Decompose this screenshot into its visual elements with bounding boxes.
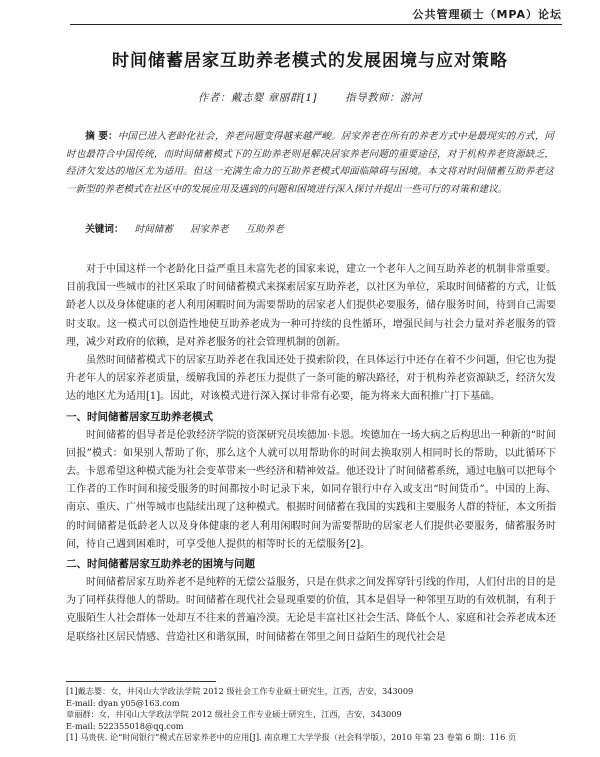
- body-paragraph: 时间储蓄居家互助养老不是纯粹的无偿公益服务，只是在供求之间发挥穿针引线的作用，人们付出的目的是为了同样获得他人的帮助。时间储蓄在现代社会显现重要的价值，其本是倡导一种邻里互助的有效机制，有利于克服陌生人社会群体一处却互不往来的普遍冷漠。无论是丰富社区社会生活、降低个人、家庭和社会养老成本还是联络社区居民情感、营造社区和谐氛围，时间储蓄在邻里之间日益陌生的现代社会是: [66, 577, 556, 643]
- abstract-text: 中国已进入老龄化社会，养老问题变得越来越严峻。居家养老在所有的养老方式中是最现实的方式，同时也最符合中国传统，而时间储蓄模式下的互助养老则是解决居家养老问题的重要途径，对于机构养老资源缺乏，经济欠发达的地区尤为适用。但这一充满生命力的互助养老模式却面临障碍与困境。本文将对时间储蓄互助养老这一新型的养老模式在社区中的发展应用及遇到的问题和困境进行深入探讨并提出一些可行的对策和建议。: [66, 131, 555, 195]
- reference-1: [1] 马贵侠. 论“时间银行”模式在居家养老中的应用[J]. 南京理工大学学报（社会科学版），2010 年第 23 卷第 6 期：116 页: [66, 732, 517, 743]
- keyword-item: 居家养老: [190, 224, 229, 235]
- authors: 作者：戴志婴 章丽群[1]: [197, 92, 318, 104]
- footnote-author-1: [1]戴志婴：女，井冈山大学政法学院 2012 级社会工作专业硕士研究生，江西，吉安，343009: [66, 686, 414, 696]
- keywords: [66, 221, 554, 235]
- header-rule: [70, 24, 562, 25]
- section-heading: 二、时间储蓄居家互助养老的困境与问题: [66, 558, 255, 571]
- running-head: 公共管理硕士（MPA）论坛: [412, 8, 562, 21]
- footnote-email-1: E-mail: dyan y05@163.com: [66, 697, 180, 708]
- keywords-label: 关键词：: [85, 224, 124, 235]
- paper-title: 时间储蓄居家互助养老模式的发展困境与应对策略: [112, 51, 508, 71]
- body-paragraph: 时间储蓄的倡导者是伦敦经济学院的资深研究员埃德加·卡恩。埃德加在一场大病之后构思出一种新的“时间回报”模式：如果别人帮助了你，那么这个人就可以用帮助你的时间去换取别人相同时长的帮助，以此循环下去。卡恩希望这种模式能为社会变革带来一些经济和精神效益。他还设计了时间储蓄系统，通过电脑可以把每个工作者的工作时间和接受服务的时间都按小时记录下来，如同存银行中存入或支出“时间货币”。中国的上海、南京、重庆、广州等城市也陆续出现了这种模式。根据时间储蓄在我国的实践和主要服务人群的特征，本文所指的时间储蓄是低龄老人以及身体健康的老人利用闲暇时间为需要帮助的居家老人们提供必要服务，储蓄服务时间，待自己遇到困难时，可享受他人提供的相等时长的无偿服务[2]。: [66, 429, 556, 550]
- body-paragraph: 对于中国这样一个老龄化日益严重且未富先老的国家来说，建立一个老年人之间互助养老的机制非常重要。目前我国一些城市的社区采取了时间储蓄模式来探索居家互助养老，以社区为单位，采取时间储蓄的方式，让低龄老人以及身体健康的老人利用闲暇时间为需要帮助的居家老人们提供必要服务，储存服务时间，待到自己需要时支取。这一模式可以创造性地使互助养老成为一种可持续的良性循环，增强民间与社会力量对养老服务的管理，减少对政府的依赖，是对养老服务的社会管理机制的创新。: [66, 264, 556, 348]
- keyword-item: 互助养老: [245, 224, 284, 235]
- body-text: [66, 261, 556, 647]
- footnote-author-2: 章丽群：女，井冈山大学政法学院 2012 级社会工作专业硕士研究生，江西，吉安，343009: [66, 709, 402, 720]
- authors-line: [60, 90, 560, 105]
- advisor: 指导教师：游河: [345, 92, 423, 104]
- footnote-email-2: E-mail: 522355018@qq.com: [66, 720, 184, 731]
- keyword-item: 时间储蓄: [134, 224, 173, 235]
- abstract: [66, 128, 554, 198]
- footnote-rule: [66, 681, 216, 682]
- body-paragraph: 虽然时间储蓄模式下的居家互助养老在我国还处于摸索阶段，在具体运行中还存在着不少问题，但它也为提升老年人的居家养老质量，缓解我国的养老压力提供了一条可能的解决路径，对于机构养老资源缺乏，经济欠发达的地区尤为适用[1]。因此，对该模式进行深入探讨非常有必要，能为将来大面积推广打下基础。: [66, 355, 556, 403]
- abstract-label: 摘 要：: [85, 131, 118, 142]
- footnotes: [66, 686, 556, 744]
- section-heading: 一、时间储蓄居家互助养老模式: [66, 410, 213, 423]
